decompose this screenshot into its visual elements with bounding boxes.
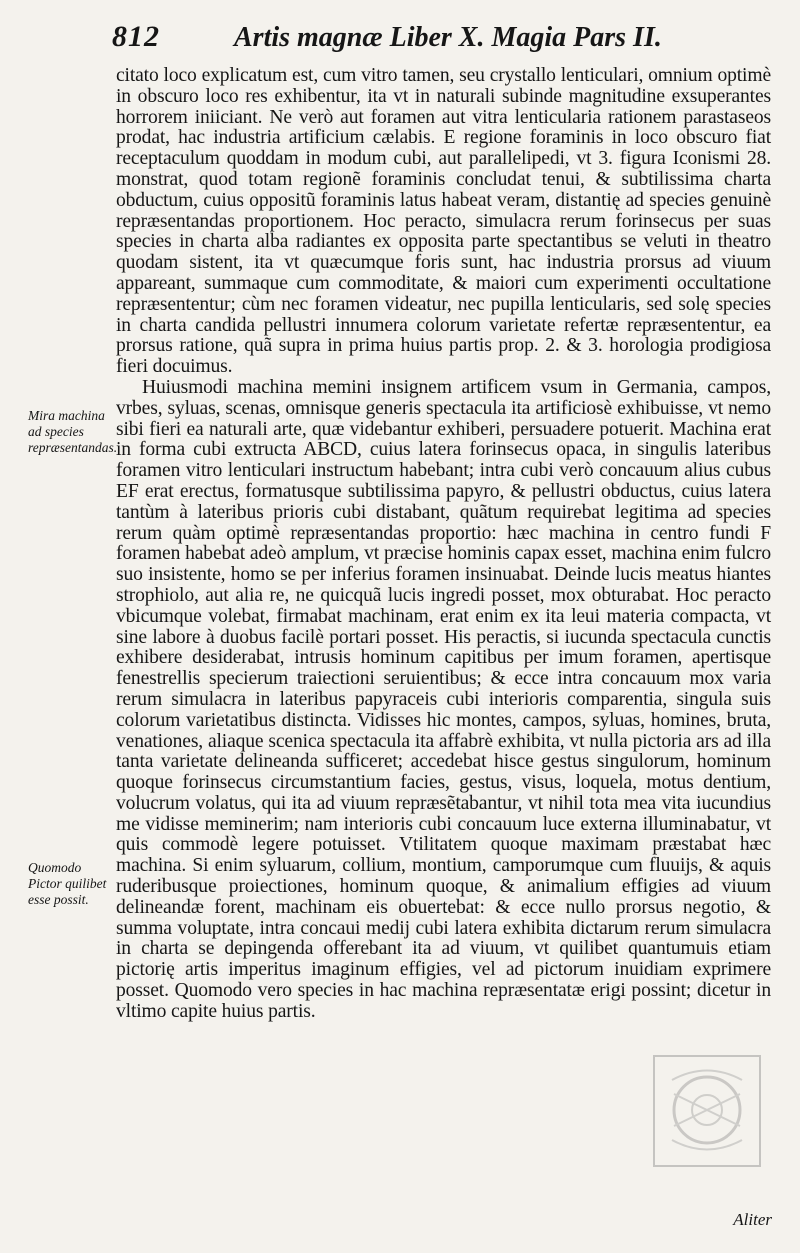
page-number: 812 — [112, 20, 160, 53]
margin-note-2: Quomodo Pictor quilibet esse possit. — [28, 860, 107, 907]
catchword: Aliter — [733, 1210, 772, 1229]
running-title: Artis magnæ Liber X. Magia Pars II. — [234, 22, 662, 53]
page-header — [112, 20, 672, 60]
paragraph-1: citato loco explicatum est, cum vitro tamen, seu crystallo lenticulari, omnium optimè in obscuro loco res exhibentur, ita vt in naturali subinde magnitudine exsuperantes horrorem iniiciant. Ne verò aut foramen aut vitra lenticularia rationem parastaseos prodat, hac industria artificium cælabis. E regione foraminis in loco obscuro fiat receptaculum quoddam in modum cubi, aut parallelipedi, vt 3. figura Iconismi 28. monstrat, quod totam regionẽ foraminis concludat tenui, & subtilissima charta obductum, cuius oppositũ foraminis latus habeat veram, distantię ad species genuinè repræsentandas proportionem. Hoc peracto, simulacra rerum forinsecus per suas species in charta alba radiantes ex opposita parte spectantibus se veluti in theatro quodam sistent, ita vt quæcumque foris sunt, hac industria prorsus ad viuum appareant, summaque cum commoditate, & maiori cum experimenti occultatione repræsententur; cùm nec foramen videatur, nec pupilla lenticularis, sed solę species in charta candida pellustri innumera colorum varietate refertæ repræsententur, ea prorsus ratione, quã supra in prima huius partis prop. 2. & 3. horologia prodigiosa fieri docuimus. — [116, 65, 771, 378]
main-text-block — [116, 66, 771, 1023]
bleed-through-margin-text — [30, 313, 102, 314]
margin-note-1: Mira machina ad species repræsentandas. — [28, 408, 118, 455]
bleed-through-emblem — [642, 1046, 772, 1176]
paragraph-2: Huiusmodi machina memini insignem artificem vsum in Germania, campos, vrbes, syluas, scenas, omnisque generis spectacula ita artificiosè exhibuisse, vt nemo sibi fieri ea naturali arte, quæ videbantur exhiberi, persuadere potuerit. Machina erat in forma cubi extructa ABCD, cuius latera forinsecus opaca, in singulis lateribus foramen vitro lenticulari instructum habebant; intra cubi verò concauum alius cubus EF erat erectus, formatusque subtilissima papyro, & pellustri obductus, cuius latera tantùm à lateribus prioris cubi distabant, quãtum requirebat legitima ad species rerum quàm optimè repræsentandas proportio: hæc machina in centro fundi F foramen habebat adeò amplum, vt præcise hominis capax esset, machina enim fulcro suo insistente, homo se per inferius foramen insinuabat. Deinde lucis meatus hiantes strophiolo, aut alia re, ne quicquã lucis ingredi posset, mox obturabat. Hoc peracto vbicumque volebat, firmabat machinam, erat enim ex ita leui materia compacta, vt sine labore à duobus facilè portari posset. His peractis, si iucunda spectacula cunctis exhibere desiderabat, intrusis hominum capitibus per imum foramen, apertisque fenestrellis specierum traiectioni seruientibus; & ecce intra concauum mox varia rerum simulacra in lateribus papyraceis cubi interioris comparentia, singula suis colorum varietatibus distincta. Vidisses hic montes, campos, syluas, homines, bruta, venationes, aliaque scenica spectacula ita affabrè exhibita, vt nulla pictoria ars ad illa tanta varietate delineanda sufficeret; accedebat hisce gestus singulorum, hominum quoque forinsecus circumstantium facies, gestus, visus, loquela, motus dentium, volucrum volatus, qui ita ad viuum repræsẽtabantur, vt nihil tota mea vita iucundius me vidisse meminerim; nam interioris cubi concauum luce externa illuminabatur, vt quis commodè legere potuisset. Vtilitatem quoque maximam præstabat hæc machina. Si enim syluarum, collium, montium, camporumque cum fluuijs, & aquis ruderibusque proiectiones, hominum quoque, & animalium effigies ad viuum delineandæ forent, machinam eis obuertebat: & ecce nullo prorsus negotio, & summa voluptate, intra concaui medij cubi latera exhibita dictarum rerum simulacra in charta se depingenda offerebant ita ad viuum, vt quilibet quantumuis etiam pictorię artis imperitus imaginum effigies, vel ad pictorum inuidiam exprimere posset. Quomodo vero species in hac machina repræsentatæ erigi possint; dicetur in vltimo capite huius partis. — [116, 376, 771, 1022]
